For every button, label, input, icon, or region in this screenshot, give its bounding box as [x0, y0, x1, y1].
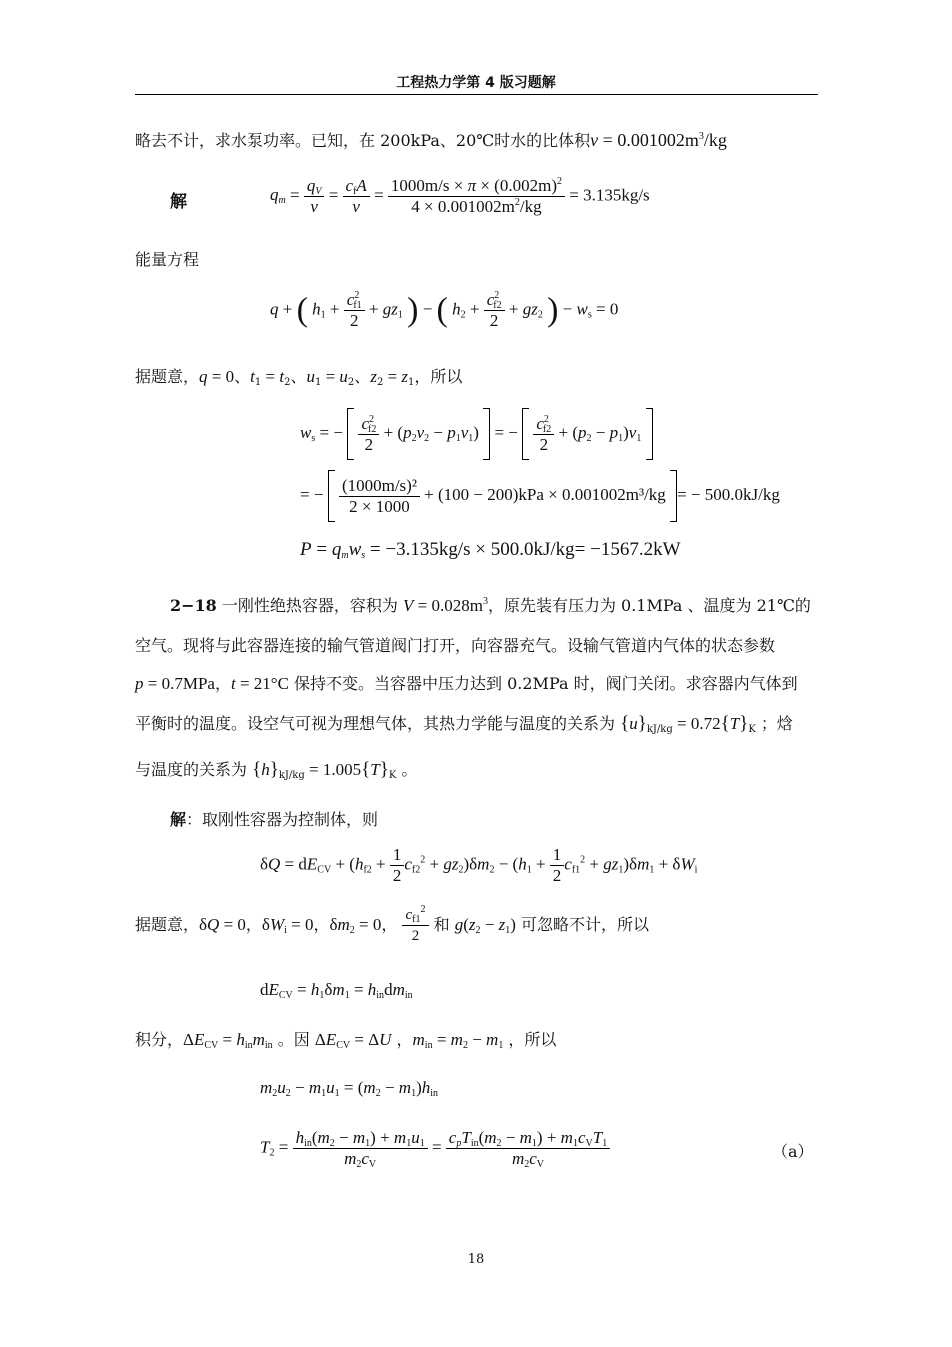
ws2-result: = − 500.0kJ/kg [677, 484, 780, 504]
header-rule [135, 94, 818, 95]
mass-energy-equation: $m_2u_2 - m_1u_1 = (m_2 - m_1)h_{in}$ [260, 1078, 439, 1099]
integration-line: 积分，$\Delta E_{CV} = h_{in}m_{in}$ 。因 $\Delta E_{CV} = \Delta U$ ，$m_{in} = m_2 - m_1$ ，所以 [135, 1030, 557, 1051]
problem-line-5: 与温度的关系为 $\{h\}_{kJ/kg} = 1.005\{T\}_K$ 。 [135, 759, 418, 781]
page-header: 工程热力学第 4 版习题解 [396, 75, 556, 91]
page-number: 18 [467, 1252, 485, 1267]
energy-equation: q + ( $h_1$ + $\frac{c^2_{f1}}{2}$ + $gz_1$ ) − ( $h_2$ + $\frac{c^2_{f2}}{2}$ + $gz_2$ ) − $w_s = 0$ [270, 290, 619, 330]
solution2-intro [170, 810, 378, 830]
ws2-numerator: (1000m/s)² [339, 476, 420, 497]
problem-line-1: 2−18 一刚性绝热容器，容积为 $V = 0.028m^3$，原先装有压力为 0.1MPa 、温度为 21℃的 [170, 596, 811, 615]
problem-line-2: 空气。现将与此容器连接的输气管道阀门打开，向容器充气。设输气管道内气体的状态参数 [135, 636, 776, 655]
energy-equation-label: 能量方程 [135, 250, 200, 269]
qm-equation: $q_m$ = $\frac{q_V}{v}$ = $\frac{c_fA}{v}$ = $\frac{1000m/s \times \pi \times (0.002m)^2}{4 \times 0.001002m^2/kg}$ = 3.135kg/s [270, 176, 650, 216]
ws-equation-1: $w_s$ = − $\frac{c^2_{f2}}{2}$ + $(p_2v_2 - p_1v_1)$ = − $\frac{c^2_{f2}}{2}$ + $(p_2 - p_1)v_1$ [300, 408, 653, 460]
problem-line-3: p = 0.7MPa，t = 21°C 保持不变。当容器中压力达到 0.2MPa 时，阀门关闭。求容器内气体到 [135, 674, 798, 693]
intro-value: v [590, 130, 599, 150]
solution2-label: 解 [170, 810, 187, 829]
solution-label: 解 [170, 192, 187, 212]
power-equation: $P = q_mw_s = -3.135kg/s \times 500.0kJ/kg= -1567.2kW$ [300, 539, 681, 561]
qm-result: = 3.135kg/s [569, 185, 650, 205]
problem-number: 2−18 [170, 596, 217, 615]
intro-text: 略去不计，求水泵功率。已知，在 200kPa、20℃时水的比体积 [135, 131, 591, 150]
conditions-line: 据题意，q = 0、$t_1 = t_2$、$u_1 = u_2$、$z_2 = z_1$，所以 [135, 367, 463, 388]
problem-line-4: 平衡时的温度。设空气可视为理想气体，其热力学能与温度的关系为 $\{u\}_{kJ/kg} = 0.72\{T\}_K$ ；焓 [135, 713, 793, 735]
equation-label-a: （a） [772, 1142, 814, 1161]
ws2-denominator: 2 × 1000 [349, 496, 410, 516]
ws-equation-2: = − $\frac{\text{(1000m/s)²}}{2 \times 1000}$ + (100 − 200)kPa × 0.001002m³/kg = − 500.0kJ/kg [300, 470, 780, 522]
energy-differential-equation: $dE_{CV} = h_1\delta m_1 = h_{in}dm_{in}$ [260, 980, 413, 1001]
ws2-rest: + (100 − 200)kPa × 0.001002m³/kg [424, 484, 666, 504]
control-volume-equation: $\delta Q = dE_{CV} + (h_{f2}$ + $\frac{1}{2}$ $c_{f2}^2 + gz_2)\delta m_2 - (h_1$ + $\frac{1}{2}$ $c_{f1}^2 + gz_1)\delta m_1 + \delta W_i$ [260, 845, 698, 885]
solution2-conditions: 据题意，δQ = 0，$\delta W_i = 0$，$\delta m_2 = 0$， $\frac{c_{f1}^2}{2}$ 和 $g(z_2 - z_1)$ 可忽略不计，所以 [135, 904, 649, 944]
intro-line: 略去不计，求水泵功率。已知，在 200kPa、20℃时水的比体积$v = 0.001002m^3/kg$ [135, 130, 727, 150]
temperature-equation: $T_2$ = $\frac{h_{in}(m_2 - m_1) + m_1u_1}{m_2c_V}$ = $\frac{c_pT_{in}(m_2 - m_1) + m_1c_VT_1}{m_2c_V}$ [260, 1128, 610, 1169]
solution2-text: ：取刚性容器为控制体，则 [186, 810, 379, 829]
